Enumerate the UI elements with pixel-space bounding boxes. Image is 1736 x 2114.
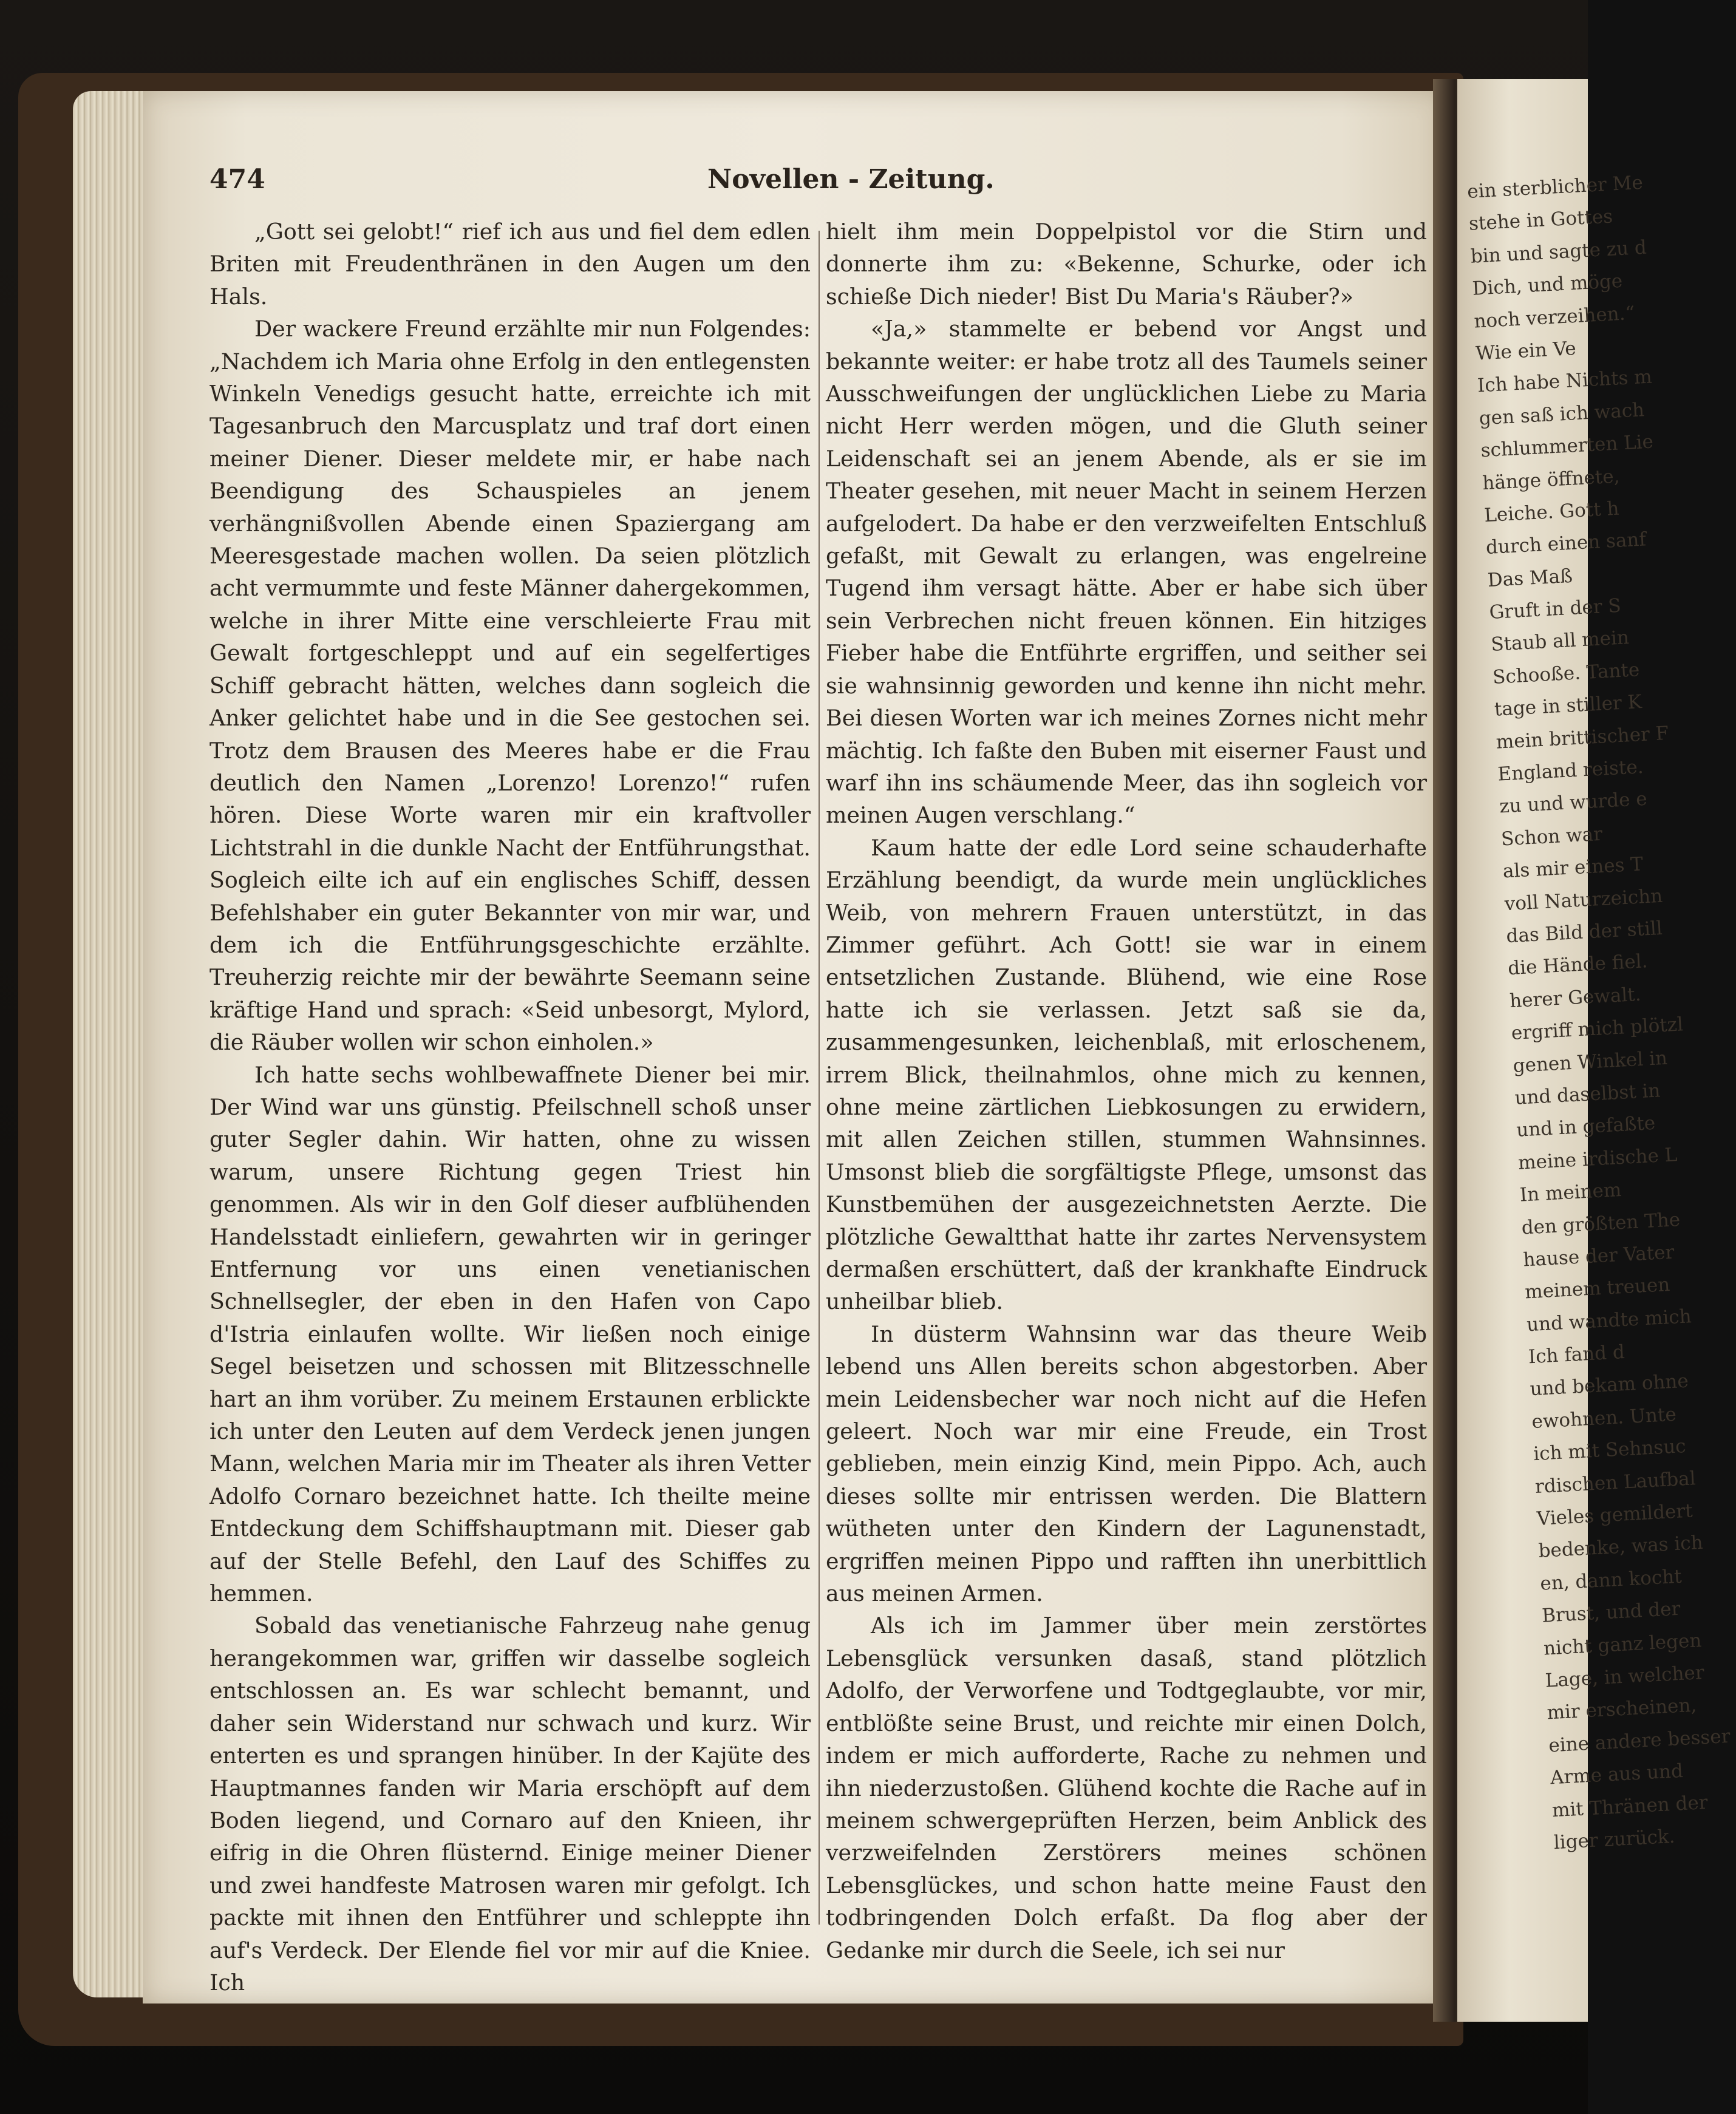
text-fragment-line: Wie ein Ve xyxy=(1475,337,1577,365)
paragraph: Ich hatte sechs wohlbewaffnete Diener bei mir. Der Wind war uns günstig. Pfeilschnell schoß unser guter Segler dahin. Wir hatten, ohne zu wissen warum, unsere Richtung gegen Triest hin genommen. Als wir in den Golf dieser aufblühenden Handelsstadt einliefern, gewahrten wir in geringer Entfernung vor uns einen venetianischen Schnellsegler, der eben in den Hafen von Capo d'Istria einlaufen wollte. Wir ließen noch einige Segel beisetzen und schossen mit Blitzesschnelle hart an ihm vorüber. Zu meinem Erstaunen erblickte ich unter den Leuten auf dem Verdeck jenen jungen Mann, welchen Maria mir im Theater als ihren Vetter Adolfo Cornaro bezeichnet hatte. Ich theilte meine Entdeckung dem Schiffshauptmann mit. Dieser gab auf der Stelle Befehl, den Lauf des Schiffes zu hemmen. xyxy=(209,1061,811,1607)
text-fragment-line: schlummerten Lie xyxy=(1480,430,1654,462)
paragraph: Der wackere Freund erzählte mir nun Folgendes: „Nachdem ich Maria ohne Erfolg in den entlegensten Winkeln Venedigs gesucht hatte, erreichte ich mit Tagesanbruch den Marcusplatz und traf dort einen meiner Diener. Dieser meldete mir, er habe nach Beendigung des Schauspieles an jenem verhängnißvollen Abende einen Spaziergang am Meeresgestade machen wollen. Da seien plötzlich acht vermummte und feste Männer dahergekommen, welche in ihrer Mitte eine verschleierte Frau mit Gewalt fortgeschleppt und auf ein segelfertiges Schiff gebracht hätten, welches dann sogleich die Anker gelichtet habe und in die See gestochen sei. Trotz dem Brausen des Meeres habe er die Frau deutlich den Namen „Lorenzo! Lorenzo!“ rufen hören. Diese Worte waren mir ein kraftvoller Lichtstrahl in die dunkle Nacht der Entführungsthat. Sogleich eilte ich auf ein englisches Schiff, dessen Befehlshaber ein guter Bekannter von mir war, und dem ich die Entführungsgeschichte erzählte. Treuherzig reichte mir der bewährte Seemann seine kräftige Hand und sprach: «Seid unbesorgt, Mylord, die Räuber wollen wir schon einholen.» xyxy=(209,316,811,1056)
text-fragment-line: ein sterblicher Me xyxy=(1466,171,1644,203)
text-fragment-line: Staub all mein xyxy=(1490,627,1630,656)
paragraph: In düsterm Wahnsinn war das theure Weib lebend uns Allen bereits schon abgestorben. Aber mein Leidensbecher war noch nicht auf die Hefen geleert. Noch war mir eine Freude, ein Trost geblieben, mein einzig Kind, mein Pippo. Ach, auch dieses sollte mir entrissen werden. Die Blattern wütheten unter den Kindern der Lagunenstadt, ergriffen meinen Pippo und rafften ihn unerbittlich aus meinen Armen. xyxy=(826,1320,1427,1607)
text-fragment-line: meinem treuen xyxy=(1524,1274,1671,1303)
text-fragment-line: gen saß ich wach xyxy=(1478,398,1645,430)
text-fragment-line: hause der Vater xyxy=(1522,1241,1675,1271)
running-title: Novellen - Zeitung. xyxy=(707,164,995,195)
text-fragment-line: bin und sagte zu d xyxy=(1470,236,1647,268)
text-fragment-line: nicht ganz legen xyxy=(1543,1629,1703,1660)
text-fragment-line: Ich fand d xyxy=(1528,1341,1625,1368)
text-fragment-line: ich mit Sehnsuc xyxy=(1533,1435,1687,1466)
text-fragment-line: die Hände fiel. xyxy=(1507,950,1649,980)
text-fragment-line: bedenke, was ich xyxy=(1537,1532,1704,1563)
paragraph: «Ja,» stammelte er bebend vor Angst und bekannte weiter: er habe trotz all des Taumels seiner Ausschweifungen der unglücklichen Liebe zu Maria nicht Herr werden mögen, und die Gluth seiner Leidenschaft sei an jenem Abende, als er sie im Theater gesehen, mit neuer Macht in seinem Herzen aufgelodert. Da habe er den verzweifelten Entschluß gefaßt, mit Gewalt zu erlangen, was engelreine Tugend ihm versagt hätte. Aber er habe sich über sein Verbrechen nicht freuen können. Ein hitziges Fieber habe die Entführte ergriffen, und seither sei sie wahnsinnig geworden und kenne ihn nicht mehr. Bei diesen Worten war ich meines Zornes nicht mehr mächtig. Ich faßte den Buben mit eiserner Faust und warf ihn ins schäumende Meer, das ihn sogleich vor meinen Augen verschlang.“ xyxy=(826,316,1427,829)
text-fragment-line: den größten The xyxy=(1520,1208,1681,1239)
paragraph: Sobald das venetianische Fahrzeug nahe genug herangekommen war, griffen wir dasselbe sogleich entschlossen an. Es war schlecht bemannt, und daher sein Widerstand nur schwach und kurz. Wir enterten es und sprangen hinüber. In der Kajüte des Hauptmannes fanden wir Maria erschöpft auf dem Boden liegend, und Cornaro auf den Knieen, ihr eifrig in die Ohren flüsternd. Einige meiner Diener und zwei handfeste Matrosen waren mir gefolgt. Ich packte mit ihnen den Entführer und schleppte ihn auf's Verdeck. Der Elende fiel vor mir auf die Kniee. Ich xyxy=(209,1613,811,1996)
text-fragment-line: ewohnen. Unte xyxy=(1531,1403,1677,1433)
text-fragment-line: mir erscheinen, xyxy=(1546,1694,1698,1724)
text-column-left xyxy=(209,216,811,1999)
text-fragment-line: als mir eines T xyxy=(1502,853,1644,883)
text-fragment-line: liger zurück. xyxy=(1553,1825,1676,1854)
text-fragment-line: Vieles gemildert xyxy=(1536,1500,1693,1530)
text-fragment-line: Ich habe Nichts m xyxy=(1477,365,1653,397)
text-fragment-line: In meinem xyxy=(1519,1179,1622,1206)
text-fragment-line: en, dann kocht xyxy=(1539,1565,1683,1595)
text-fragment-line: hänge öffnete, xyxy=(1482,465,1621,494)
text-fragment-line: ergriff mich plötzl xyxy=(1511,1013,1684,1045)
text-fragment-line: mit Thränen der xyxy=(1551,1791,1709,1821)
paragraph: Kaum hatte der edle Lord seine schauderhafte Erzählung beendigt, da wurde mein unglückliches Weib, von mehrern Frauen unterstützt, in das Zimmer geführt. Ach Gott! sie war in einem entsetzlichen Zustande. Blühend, wie eine Rose hatte ich sie verlassen. Jetzt saß sie da, zusammengesunken, leichenblaß, mit erloschenem, irrem Blick, theilnahmlos, ohne mich zu kennen, ohne meine zärtlichen Liebkosungen zu erwidern, mit allen Zeichen stillen, stummen Wahnsinnes. Umsonst blieb die sorgfältigste Pflege, umsonst das Kunstbemühen der ausgezeichnetsten Aerzte. Die plötzliche Gewaltthat hatte ihr zartes Nervensystem dermaßen erschüttert, daß der krankhafte Eindruck unheilbar blieb. xyxy=(826,834,1427,1315)
text-fragment-line: tage in stiller K xyxy=(1494,691,1642,721)
text-fragment-line: mein brittischer F xyxy=(1495,722,1670,753)
text-fragment-line: Schooße. Tante xyxy=(1492,659,1641,688)
text-fragment-line: genen Winkel in xyxy=(1512,1047,1668,1077)
text-fragment-line: und wandte mich xyxy=(1526,1305,1692,1336)
text-column-right xyxy=(826,216,1427,1966)
page-header xyxy=(209,164,1381,200)
paragraph: hielt ihm mein Doppelpistol vor die Stirn und donnerte ihm zu: «Bekenne, Schurke, oder ich schieße Dich nieder! Bist Du Maria's Räuber?» xyxy=(826,219,1427,310)
text-fragment-line: voll Naturzeichn xyxy=(1503,885,1664,915)
text-fragment-line: England reiste. xyxy=(1497,756,1644,786)
text-fragment-line: stehe in Gottes xyxy=(1468,205,1613,236)
text-fragment-line: noch verzeihen.“ xyxy=(1473,302,1636,333)
page-number: 474 xyxy=(209,164,265,195)
column-divider xyxy=(819,231,820,1925)
text-fragment-line: das Bild der still xyxy=(1505,917,1663,948)
text-fragment-line: und daselbst in xyxy=(1514,1079,1661,1109)
text-fragment-line: Leiche. Gott h xyxy=(1483,497,1620,527)
text-fragment-line: und bekam ohne xyxy=(1529,1370,1689,1401)
text-fragment-line: rdischen Laufbal xyxy=(1534,1467,1697,1498)
text-fragment-line: meine irdische L xyxy=(1517,1143,1678,1174)
text-fragment-line: Schon war xyxy=(1500,823,1603,851)
paragraph: „Gott sei gelobt!“ rief ich aus und fiel dem edlen Briten mit Freudenthränen in den Augen um den Hals. xyxy=(209,219,811,310)
text-fragment-line: herer Gewalt. xyxy=(1509,983,1642,1012)
text-fragment-line: Lage, in welcher xyxy=(1544,1661,1705,1692)
text-fragment-line: Dich, und möge xyxy=(1471,270,1624,300)
text-fragment-line: Brust, und der xyxy=(1541,1598,1681,1627)
paragraph: Als ich im Jammer über mein zerstörtes Lebensglück versunken dasaß, stand plötzlich Adolfo, der Verworfene und Todtgeglaubte, vor mir, entblößte seine Brust, und reichte mir einen Dolch, indem er mich aufforderte, Rache zu nehmen und ihn niederzustoßen. Glühend kochte die Rache auf in meinem schwergeprüften Herzen, beim Anblick des verzweifelnden Zerstörers meines schönen Lebensglückes, und schon hatte meine Faust den todbringenden Dolch erfaßt. Da flog aber der Gedanke mir durch die Seele, ich sei nur xyxy=(826,1613,1427,1963)
text-fragment-line: zu und wurde e xyxy=(1499,788,1648,818)
text-fragment-line: Gruft in der S xyxy=(1488,594,1622,624)
text-fragment-line: und in gefaßte xyxy=(1516,1112,1656,1142)
text-fragment-line: eine andere besser xyxy=(1548,1725,1731,1757)
text-fragment-line: Arme aus und xyxy=(1550,1760,1684,1789)
text-fragment-line: durch einen sanf xyxy=(1485,528,1647,559)
text-fragment-line: Das Maß xyxy=(1486,565,1573,591)
